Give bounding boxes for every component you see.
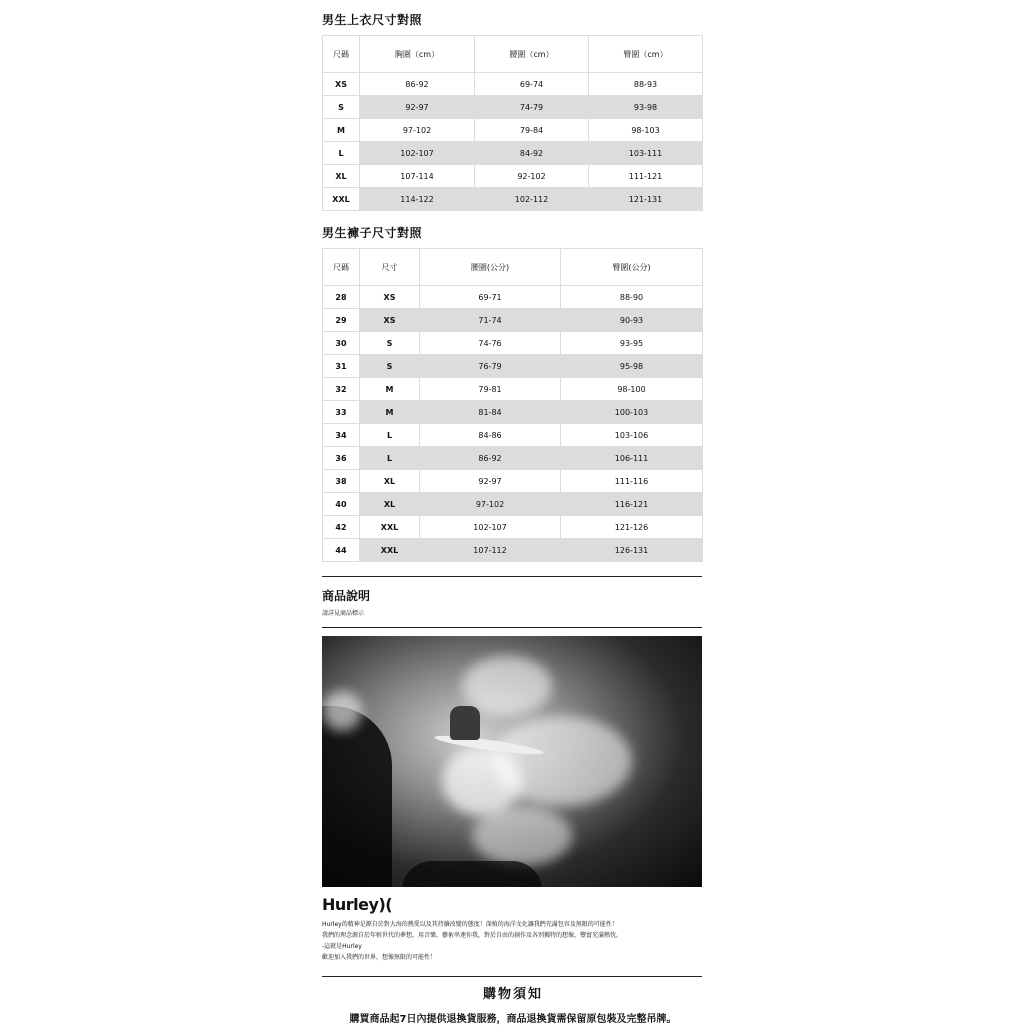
table-cell: S [360, 355, 420, 378]
table-cell: 38 [323, 470, 360, 493]
table-row [323, 286, 703, 309]
tops-size-title: 男生上衣尺寸對照 [322, 13, 423, 27]
table-cell: 30 [323, 332, 360, 355]
size-guide-page [322, 0, 704, 1025]
table-cell: M [360, 401, 420, 424]
table-cell: 36 [323, 447, 360, 470]
table-cell: 92-97 [360, 96, 475, 119]
table-cell: 121-126 [561, 516, 703, 539]
table-row [323, 424, 703, 447]
table-cell: 97-102 [360, 119, 475, 142]
table-cell: 92-102 [475, 165, 589, 188]
table-cell: S [323, 96, 360, 119]
table-row [323, 332, 703, 355]
table-cell: 111-116 [561, 470, 703, 493]
table-cell: 107-112 [420, 539, 561, 562]
table-cell: XL [360, 493, 420, 516]
product-note: 請詳見商品標示 [322, 610, 365, 617]
table-cell: XS [323, 73, 360, 96]
table-cell: 76-79 [420, 355, 561, 378]
table-cell: M [360, 378, 420, 401]
table-cell: 74-76 [420, 332, 561, 355]
table-cell: M [323, 119, 360, 142]
table-cell: XXL [360, 539, 420, 562]
table-row [323, 516, 703, 539]
table-cell: 42 [323, 516, 360, 539]
table-cell: 92-97 [420, 470, 561, 493]
table-cell: 103-106 [561, 424, 703, 447]
table-cell: XS [360, 309, 420, 332]
table-cell: 107-114 [360, 165, 475, 188]
table-cell: XXL [360, 516, 420, 539]
table-row [323, 73, 703, 96]
table-cell: 88-93 [589, 73, 703, 96]
pants-size-title: 男生褲子尺寸對照 [322, 226, 423, 240]
table-cell: 98-100 [561, 378, 703, 401]
column-header: 臀圍(公分) [561, 249, 703, 286]
table-row [323, 355, 703, 378]
table-cell: XXL [323, 188, 360, 211]
table-row [323, 119, 703, 142]
table-cell: 114-122 [360, 188, 475, 211]
hurley-logo [322, 895, 704, 914]
table-row [323, 470, 703, 493]
column-header: 腰圍（cm） [475, 36, 589, 73]
column-header: 尺碼 [323, 36, 360, 73]
table-cell: 88-90 [561, 286, 703, 309]
table-cell: 111-121 [589, 165, 703, 188]
table-cell: 86-92 [420, 447, 561, 470]
table-cell: 31 [323, 355, 360, 378]
table-cell: L [323, 142, 360, 165]
table-cell: 69-71 [420, 286, 561, 309]
table-cell: 102-107 [360, 142, 475, 165]
table-row [323, 96, 703, 119]
table-cell: S [360, 332, 420, 355]
desc-line: Hurley的精神是源自於對大海的熱愛以及其持續改變的態度！深植的海洋文化讓我們充滿包容及無限的可能性！ [322, 921, 618, 928]
table-cell: L [360, 447, 420, 470]
surfer-figure [450, 706, 480, 740]
table-row [323, 493, 703, 516]
table-cell: 74-79 [475, 96, 589, 119]
column-header: 尺寸 [360, 249, 420, 286]
table-cell: 126-131 [561, 539, 703, 562]
table-cell: 95-98 [561, 355, 703, 378]
table-cell: 81-84 [420, 401, 561, 424]
column-header: 胸圍（cm） [360, 36, 475, 73]
table-row [323, 309, 703, 332]
shopping-notice-text: 購買商品起7日內提供退換貨服務，商品退換貨需保留原包裝及完整吊牌。 [349, 1014, 677, 1025]
table-row [323, 447, 703, 470]
table-cell: 29 [323, 309, 360, 332]
table-row [323, 539, 703, 562]
table-cell: 79-84 [475, 119, 589, 142]
table-cell: 90-93 [561, 309, 703, 332]
table-cell: 86-92 [360, 73, 475, 96]
divider [322, 976, 702, 977]
table-cell: 40 [323, 493, 360, 516]
table-cell: 103-111 [589, 142, 703, 165]
logo-mark: )( [378, 895, 393, 914]
table-cell: L [360, 424, 420, 447]
table-cell: 116-121 [561, 493, 703, 516]
column-header: 腰圍(公分) [420, 249, 561, 286]
table-cell: 84-92 [475, 142, 589, 165]
table-row [323, 142, 703, 165]
logo-text: Hurley [322, 895, 379, 914]
column-header: 臀圍（cm） [589, 36, 703, 73]
table-cell: 100-103 [561, 401, 703, 424]
table-cell: 44 [323, 539, 360, 562]
table-cell: 97-102 [420, 493, 561, 516]
divider [322, 627, 702, 628]
divider [322, 576, 702, 577]
table-cell: 93-95 [561, 332, 703, 355]
table-cell: 33 [323, 401, 360, 424]
table-cell: 34 [323, 424, 360, 447]
table-cell: 28 [323, 286, 360, 309]
table-cell: 102-112 [475, 188, 589, 211]
table-row [323, 378, 703, 401]
table-cell: 93-98 [589, 96, 703, 119]
table-cell: XS [360, 286, 420, 309]
table-cell: 84-86 [420, 424, 561, 447]
product-description-title: 商品說明 [322, 589, 371, 603]
table-cell: XL [323, 165, 360, 188]
table-cell: XL [360, 470, 420, 493]
desc-line: 歡迎加入我們的世界，想像無限的可能性！ [322, 954, 437, 961]
shopping-notice-title: 購物須知 [482, 987, 543, 1002]
table-cell: 32 [323, 378, 360, 401]
table-row [323, 401, 703, 424]
brand-description [322, 919, 704, 963]
table-row [323, 188, 703, 211]
desc-line: -這就是Hurley [322, 943, 362, 950]
surfer-photo [322, 636, 702, 887]
table-cell: 71-74 [420, 309, 561, 332]
tops-size-table [322, 35, 703, 211]
table-cell: 98-103 [589, 119, 703, 142]
table-cell: 69-74 [475, 73, 589, 96]
desc-line: 我們的理念源自於年輕世代的夢想，用音樂、藝術串連你我，對於自由的創作及各別獨特的想像，豐富充滿熱忱。 [322, 932, 623, 939]
table-cell: 102-107 [420, 516, 561, 539]
table-cell: 121-131 [589, 188, 703, 211]
column-header: 尺碼 [323, 249, 360, 286]
pants-size-table [322, 248, 703, 562]
table-cell: 106-111 [561, 447, 703, 470]
table-row [323, 165, 703, 188]
table-cell: 79-81 [420, 378, 561, 401]
